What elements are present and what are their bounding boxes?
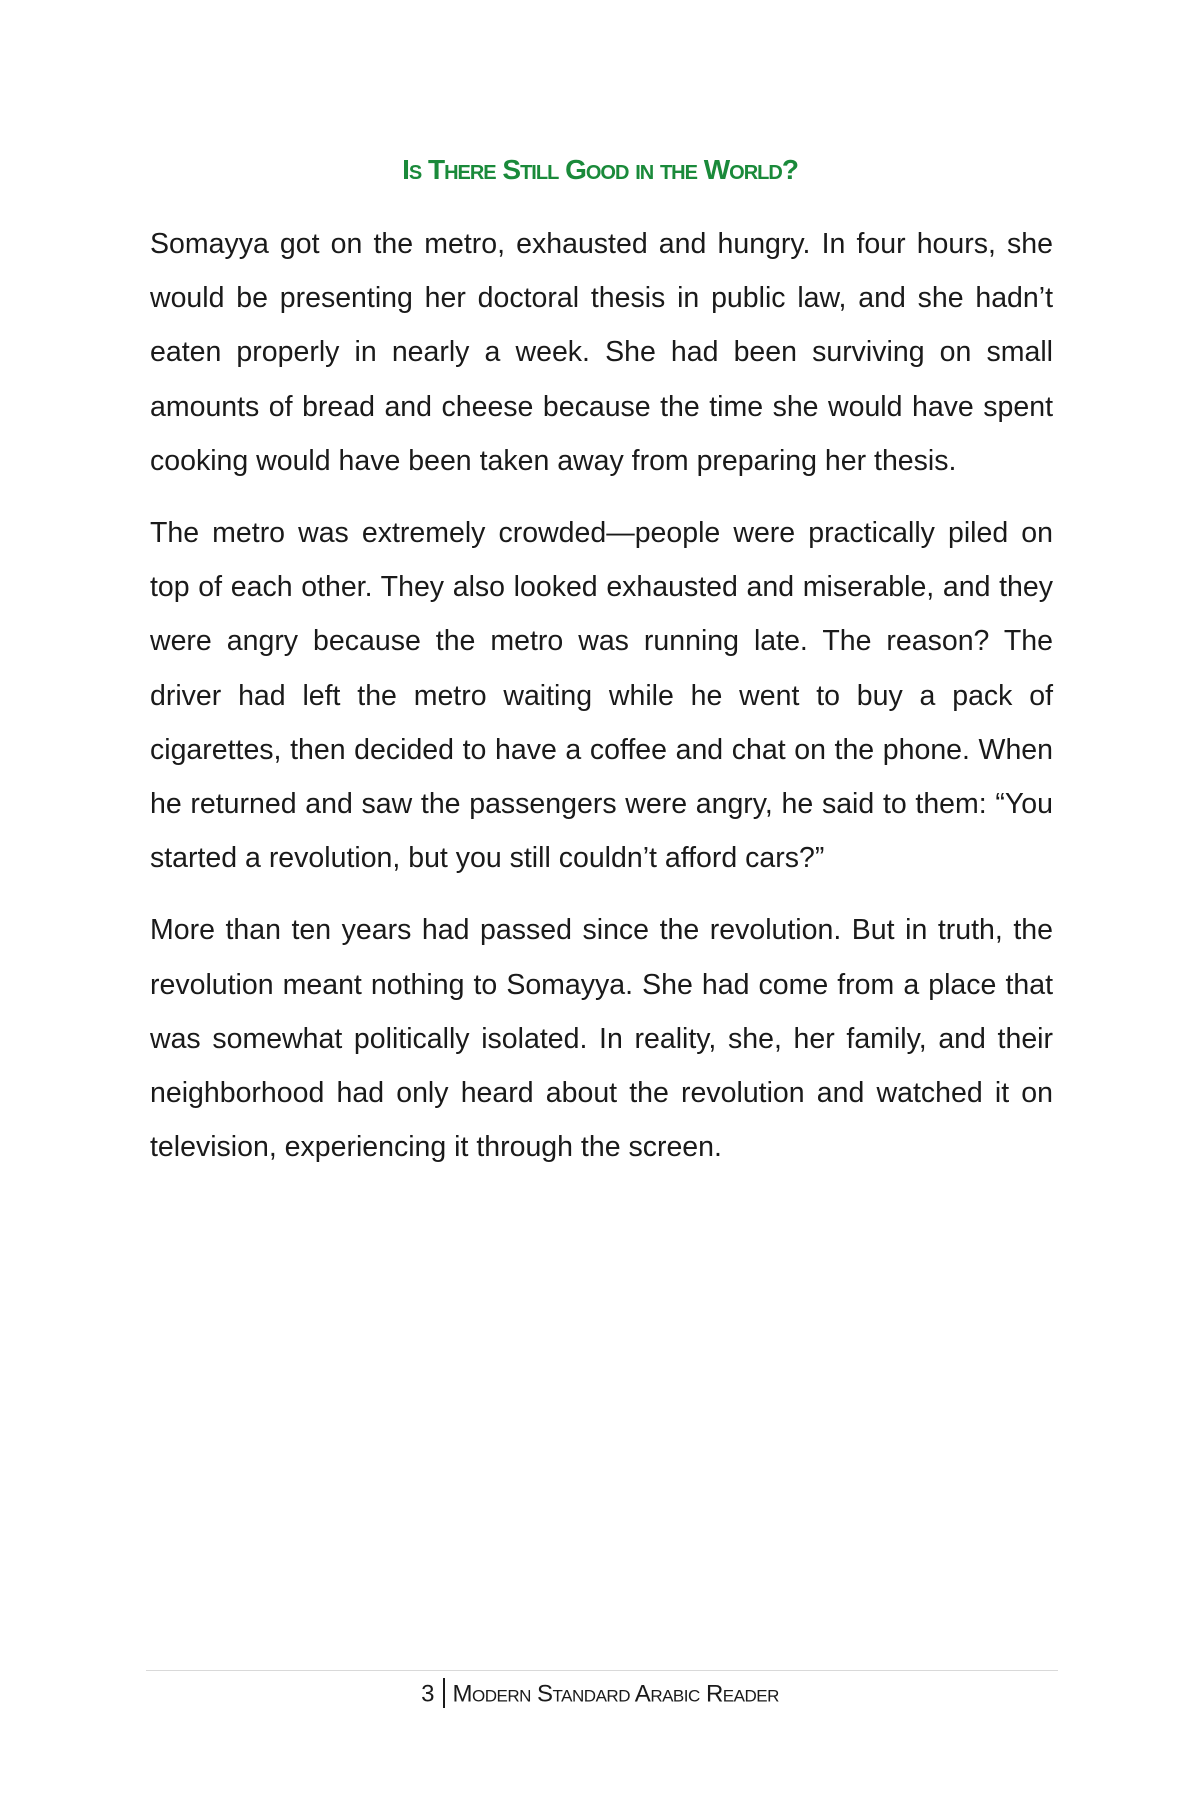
- page-number: 3: [421, 1680, 435, 1708]
- book-title: Modern Standard Arabic Reader: [452, 1680, 779, 1708]
- paragraph-1: Somayya got on the metro, exhausted and hungry. In four hours, she would be presenting her doctoral thesis in public law, and she hadn’t eaten properly in nearly a week. She had been surviving on small amounts of bread and cheese because the time she would have spent cooking would have been taken away from preparing her thesis.: [150, 228, 1053, 477]
- page-footer: [150, 1678, 1050, 1712]
- story-body: [150, 217, 1053, 1192]
- chapter-title: Is There Still Good in the World?: [402, 154, 798, 185]
- paragraph-2: The metro was extremely crowded—people were practically piled on top of each other. They also looked exhausted and miserable, and they were angry because the metro was running late. The reason? The driver had left the metro waiting while he went to buy a pack of cigarettes, then decided to have a coffee and chat on the phone. When he returned and saw the passengers were angry, he said to them: “You started a revolution, but you still couldn’t afford cars?”: [150, 517, 1053, 875]
- paragraph-3: More than ten years had passed since the revolution. But in truth, the revolution meant nothing to Somayya. She had come from a place that was somewhat politically isolated. In reality, she, her family, and their neighborhood had only heard about the revolution and watched it on television, experiencing it through the screen.: [150, 914, 1053, 1164]
- footer-divider: [146, 1670, 1058, 1671]
- footer-separator: [443, 1678, 445, 1708]
